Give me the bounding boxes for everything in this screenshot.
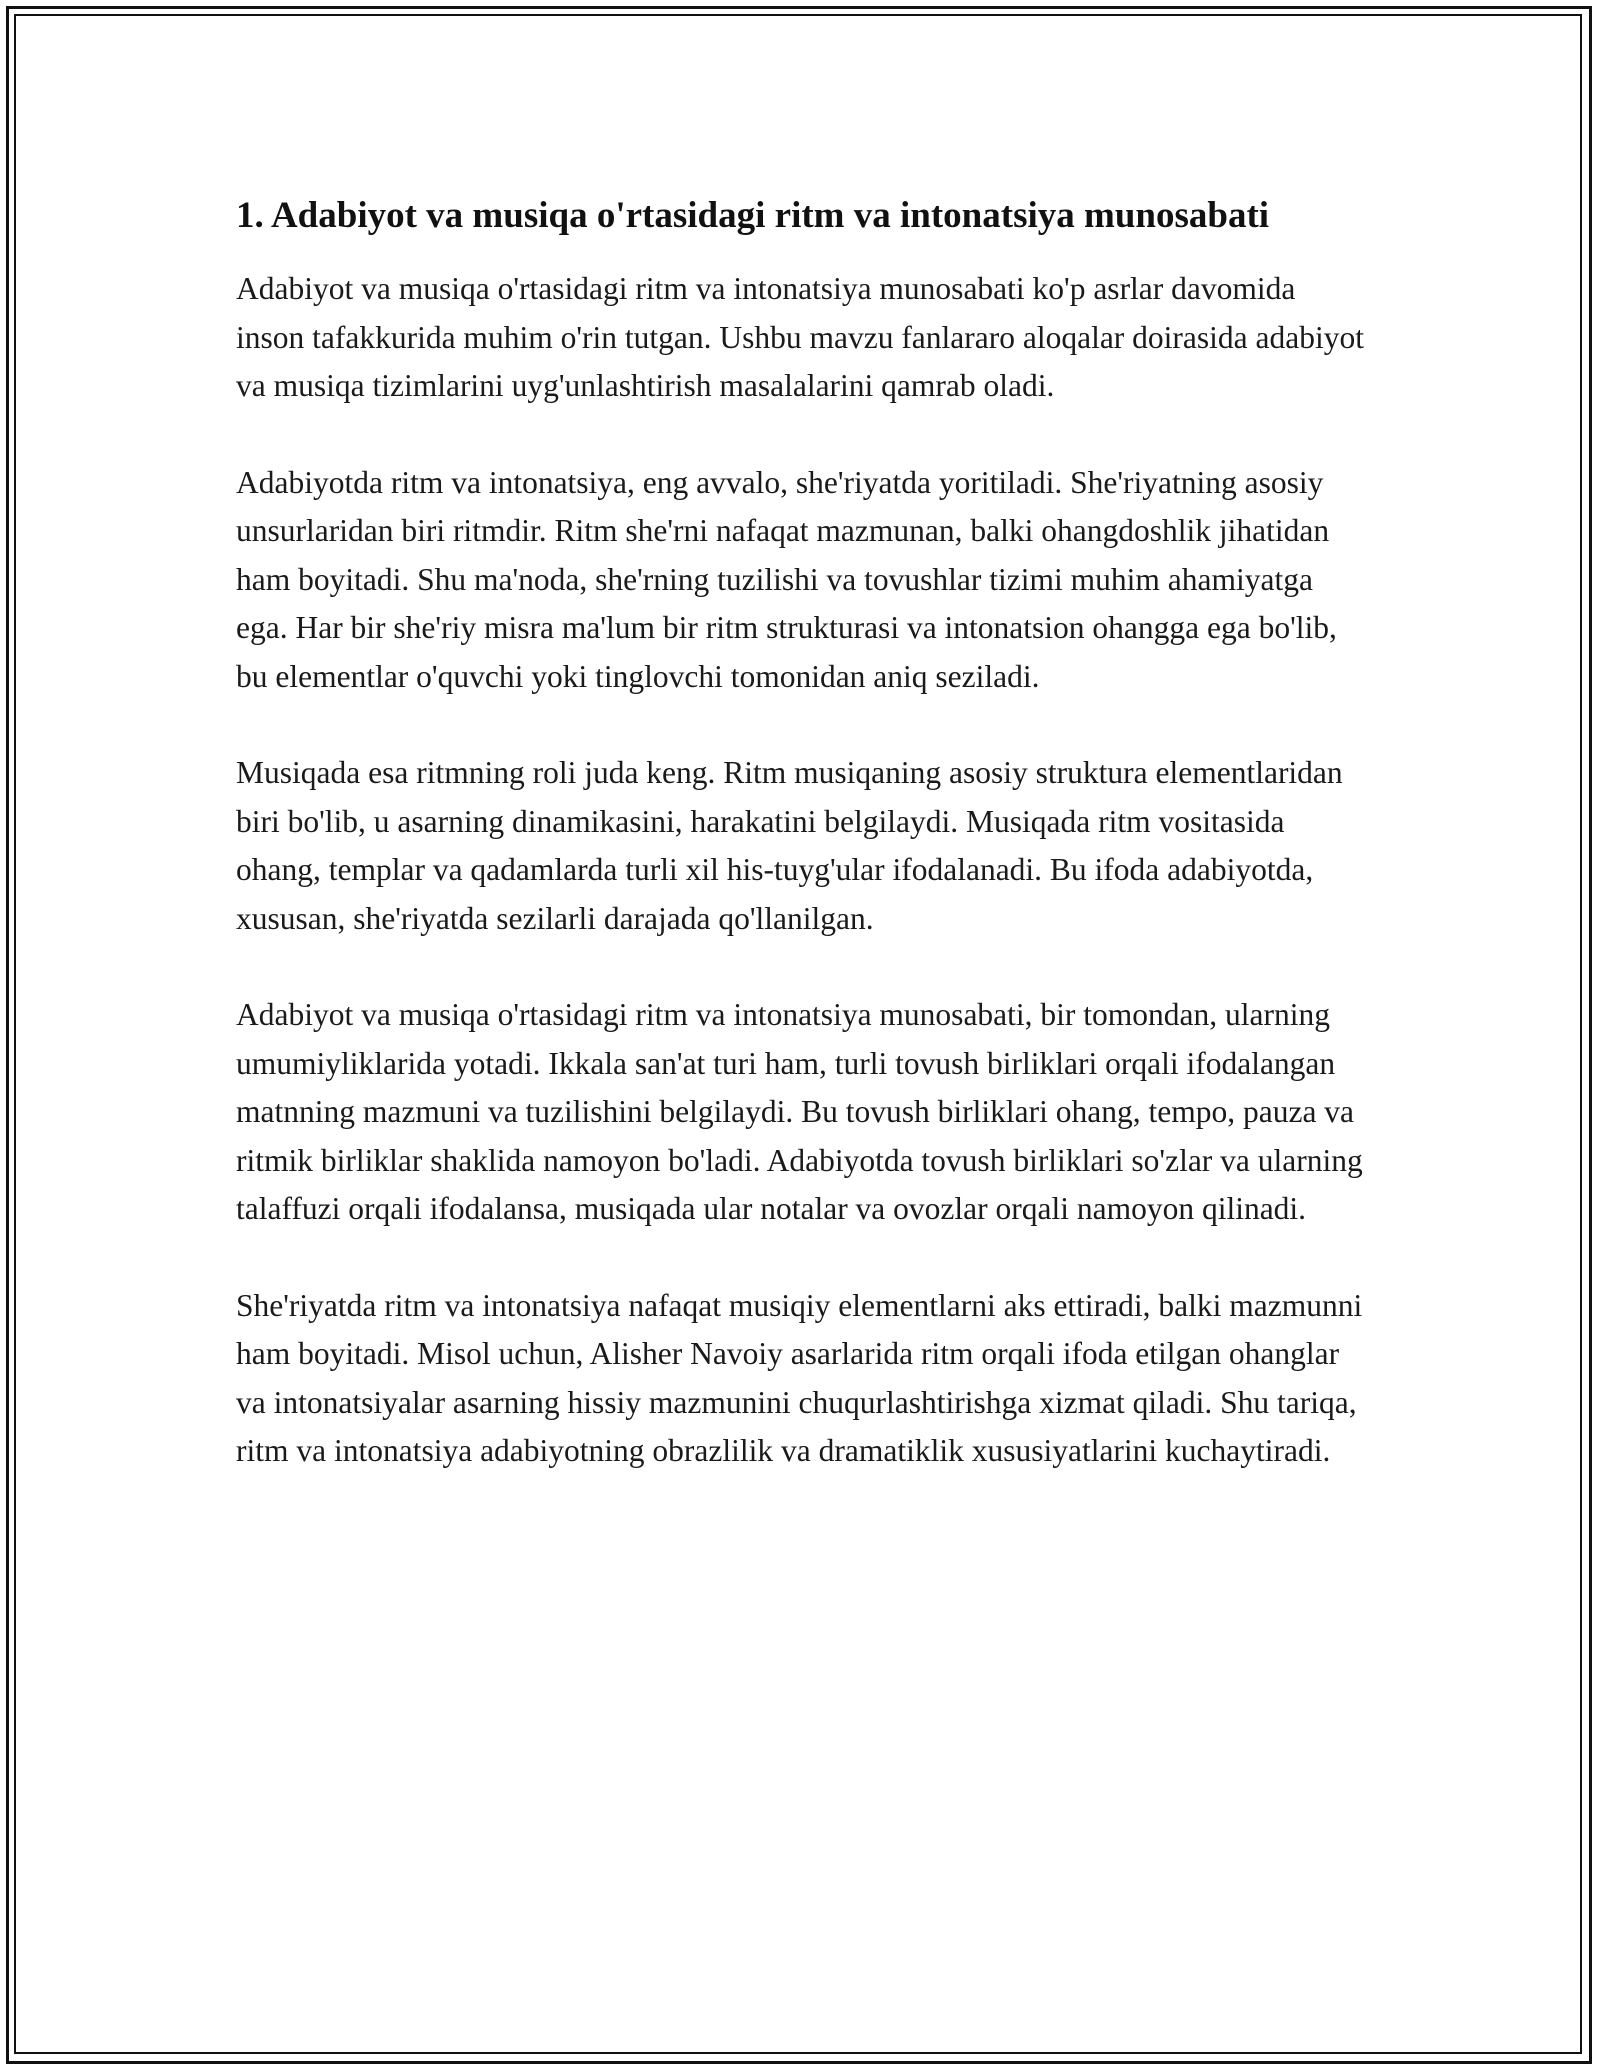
paragraph-3: Musiqada esa ritmning roli juda keng. Ritm musiqaning asosiy struktura elementlaridan biri bo'lib, u asarning dinamikasini, harakatini belgilaydi. Musiqada ritm vositasida ohang, templar va qadamlarda turli xil his-tuyg'ular ifodalanadi. Bu ifoda adabiyotda, xususan, she'riyatda sezilarli darajada qo'llanilgan. [236, 755, 1343, 936]
section-heading: 1. Adabiyot va musiqa o'rtasidagi ritm va intonatsiya munosabati [236, 195, 1270, 236]
paragraph-1: Adabiyot va musiqa o'rtasidagi ritm va intonatsiya munosabati ko'p asrlar davomida inson tafakkurida muhim o'rin tutgan. Ushbu mavzu fanlararo aloqalar doirasida adabiyot va musiqa tizimlarini uyg'unlashtirish masalalarini qamrab oladi. [236, 271, 1364, 403]
paragraph-4: Adabiyot va musiqa o'rtasidagi ritm va intonatsiya munosabati, bir tomondan, ularning umumiyliklarida yotadi. Ikkala san'at turi ham, turli tovush birliklari orqali ifodalangan matnning mazmuni va tuzilishini belgilaydi. Bu tovush birliklari ohang, tempo, pauza va ritmik birliklar shaklida namoyon bo'ladi. Adabiyotda tovush birliklari so'zlar va ularning talaffuzi orqali ifodalansa, musiqada ular notalar va ovozlar orqali namoyon qilinadi. [236, 997, 1363, 1226]
document-body [236, 188, 1366, 1524]
paragraph-2: Adabiyotda ritm va intonatsiya, eng avvalo, she'riyatda yoritiladi. She'riyatning asosiy unsurlaridan biri ritmdir. Ritm she'rni nafaqat mazmunan, balki ohangdoshlik jihatidan ham boyitadi. Shu ma'noda, she'rning tuzilishi va tovushlar tizimi muhim ahamiyatga ega. Har bir she'riy misra ma'lum bir ritm strukturasi va intonatsion ohangga ega bo'lib, bu elementlar o'quvchi yoki tinglovchi tomonidan aniq seziladi. [236, 464, 1337, 694]
paragraph-5: She'riyatda ritm va intonatsiya nafaqat musiqiy elementlarni aks ettiradi, balki mazmunni ham boyitadi. Misol uchun, Alisher Navoiy asarlarida ritm orqali ifoda etilgan ohanglar va intonatsiyalar asarning hissiy mazmunini chuqurlashtirishga xizmat qiladi. Shu tariqa, ritm va intonatsiya adabiyotning obrazlilik va dramatiklik xususiyatlarini kuchaytiradi. [236, 1287, 1363, 1468]
